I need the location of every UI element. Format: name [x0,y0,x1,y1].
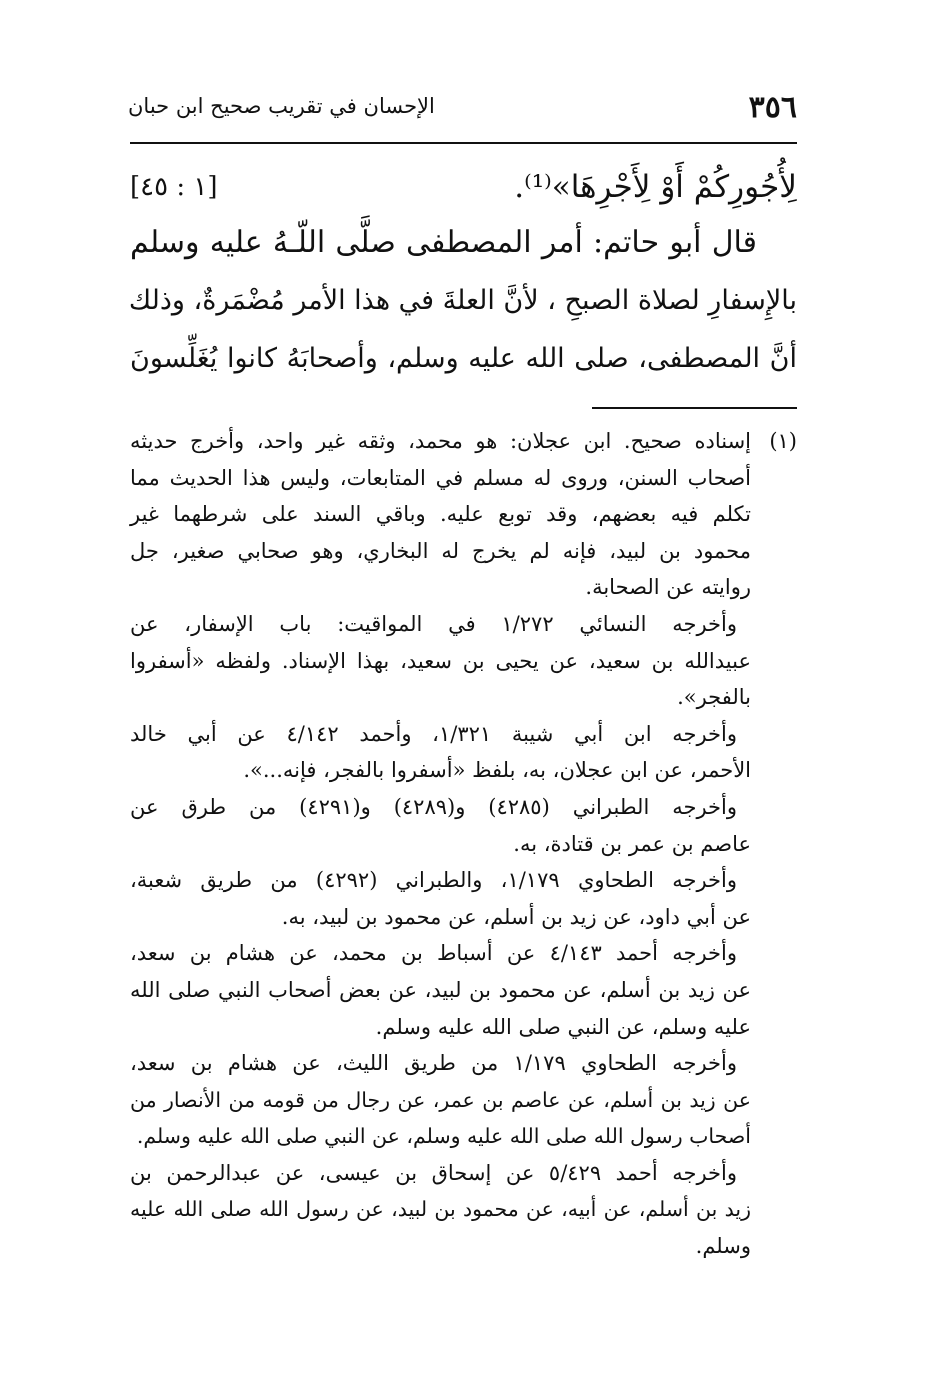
footnote-line: أصحاب السنن، وروى له مسلم في المتابعات، وليس هذا الحديث مما [130,465,751,490]
hadith-end-line [130,158,797,214]
footnote-text: إسناده صحيح. ابن عجلان: هو محمد، وثقه غير واحد، وأخرج حديثه [130,429,751,453]
footnote-line: وسلم. [695,1234,751,1259]
page-number: ٣٥٦ [748,90,797,125]
footnote-line: عاصم بن عمر بن قتادة، به. [513,831,751,856]
hadith-end-text: لِأُجُورِكُمْ أَوْ لِأَجْرِهَا»⁽¹⁾. [514,169,797,205]
footnote-line: تكلم فيه بعضهم، وقد توبع عليه. وباقي السند على شرطهما غير [130,502,751,527]
footnote-line: روايته عن الصحابة. [585,575,751,600]
footnote-line: وأخرجه الطحاوي ١/١٧٩، والطبراني (٤٢٩٢) من طريق شعبة، [130,868,738,893]
footnote-line: أصحاب رسول الله صلى الله عليه وسلم، عن النبي صلى الله عليه وسلم. [136,1124,751,1149]
footnote-line: محمود بن لبيد، فإنه لم يخرج له البخاري، وهو صحابي صغير، جل [130,538,751,563]
footnote-line: عليه وسلم، عن النبي صلى الله عليه وسلم. [375,1014,751,1039]
footnote-line: بالفجر». [677,685,751,710]
footnote-marker: (١) [769,429,797,453]
footnote-line: عبيدالله بن سعيد، عن يحيى بن سعيد، بهذا الإسناد. ولفظه «أسفروا [130,648,751,673]
footnote-line: الأحمر، عن ابن عجلان، به، بلفظ «أسفروا بالفجر، فإنه...». [243,758,751,783]
footnote-line: وأخرجه أحمد ٤/١٤٣ عن أسباط بن محمد، عن هشام بن سعد، [130,941,737,966]
footnote-line: وأخرجه الطحاوي ١/١٧٩ من طريق الليث، عن هشام بن سعد، [130,1051,737,1076]
footnote-line: زيد بن أسلم، عن أبيه، عن محمود بن لبيد، عن رسول الله صلى الله عليه [130,1197,751,1222]
footnote-line [130,423,797,460]
running-title: الإحسان في تقريب صحيح ابن حبان [128,94,435,118]
commentary-line: أنَّ المصطفى، صلى الله عليه وسلم، وأصحابَهُ كانوا يُغَلِّسونَ [130,343,797,374]
footnote-line: وأخرجه الطبراني (٤٢٨٥) و(٤٢٨٩) و(٤٢٩١) من طرق عن [130,794,737,819]
footnote-line: وأخرجه أحمد ٥/٤٢٩ عن إسحاق بن عيسى، عن عبدالرحمن بن [130,1160,737,1185]
commentary-line: بالإِسفارِ لصلاة الصبحِ ، لأنَّ العلةَ في هذا الأمر مُضْمَرةٌ، وذلك [128,285,797,316]
commentary-line: قال أبو حاتم: أمر المصطفى صلَّى اللّـهُ عليه وسلم [130,225,757,260]
footnote-line: عن أبي داود، عن زيد بن أسلم، عن محمود بن لبيد، به. [281,904,751,929]
header-rule [130,142,797,144]
main-text [130,158,797,388]
footnote-separator [592,407,797,409]
footnote-line: وأخرجه النسائي ١/٢٧٢ في المواقيت: باب الإسفار، عن [130,611,737,636]
footnote-line: عن زيد بن أسلم، عن محمود بن لبيد، عن بعض أصحاب النبي صلى الله [130,977,751,1002]
hadith-reference: [١ : ٤٥] [130,172,218,202]
footnote-line: وأخرجه ابن أبي شيبة ١/٣٢١، وأحمد ٤/١٤٢ عن أبي خالد [130,721,738,746]
footnote-line: عن زيد بن أسلم، عن عاصم بن عمر، عن رجال من قومه من الأنصار من [130,1087,751,1112]
footnotes [130,423,797,1265]
page-header [128,88,797,134]
